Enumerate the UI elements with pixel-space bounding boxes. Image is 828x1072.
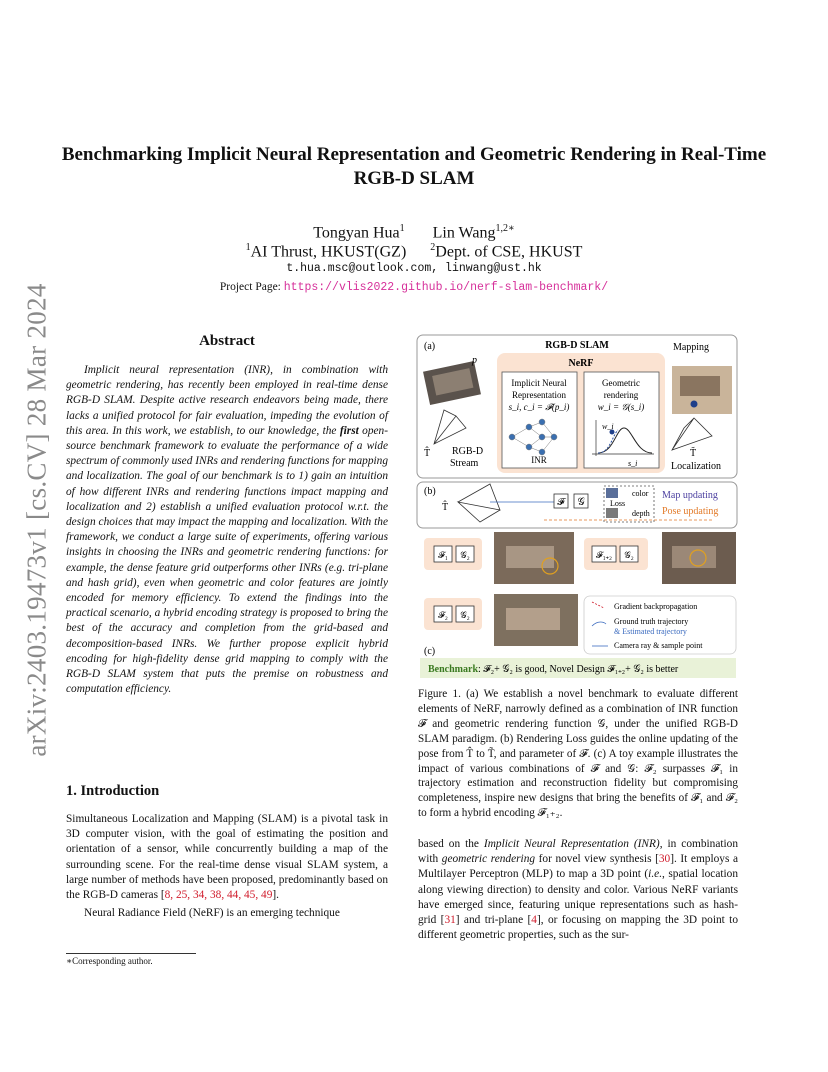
- project-label: Project Page:: [219, 281, 281, 293]
- svg-text:𝓕₂: 𝓕₂: [438, 610, 448, 620]
- svg-text:depth: depth: [632, 509, 650, 518]
- svg-text:& Estimated trajectory: & Estimated trajectory: [614, 627, 687, 636]
- nerf-label: NeRF: [568, 358, 594, 369]
- svg-text:Ground truth trajectory: Ground truth trajectory: [614, 617, 689, 626]
- project-url-link[interactable]: https://vlis2022.github.io/nerf-slam-benchmark/: [283, 281, 609, 294]
- right-column-text: based on the Implicit Neural Representation (INR), in combination with geometric rendering for novel view synthesis [30]. It employs a Multilayer Perceptron (MLP) to map a 3D point (i.e., spatial location along viewing direction) to density and color. Various NeRF variants have emerged since, featuring unique representations such as hash-grid [31] and tri-plane [4], or focusing on mapping the 3D point to different geometric properties, such as the sur-: [418, 838, 738, 942]
- svg-text:Representation: Representation: [512, 390, 566, 400]
- svg-text:𝓕₁: 𝓕₁: [438, 550, 448, 560]
- svg-text:INR: INR: [531, 455, 547, 465]
- rgbd-slam-label: RGB-D SLAM: [545, 340, 609, 351]
- svg-text:s_i, c_i = 𝓕(p_i): s_i, c_i = 𝓕(p_i): [508, 402, 570, 412]
- section-heading-introduction: 1. Introduction: [66, 783, 160, 799]
- svg-text:s_i: s_i: [628, 459, 638, 468]
- svg-text:𝓕: 𝓕: [557, 497, 565, 508]
- svg-text:rendering: rendering: [603, 390, 639, 400]
- figure-1: [414, 332, 742, 682]
- point-pi-label: p: [472, 355, 477, 366]
- panel-a-label: (a): [424, 341, 436, 352]
- svg-text:Geometric: Geometric: [602, 378, 640, 388]
- svg-text:color: color: [632, 489, 649, 498]
- map-updating-label: Map updating: [662, 490, 718, 501]
- svg-text:RGB-D: RGB-D: [452, 446, 484, 457]
- affiliation-1: AI Thrust, HKUST(GZ): [250, 243, 407, 261]
- citation-link[interactable]: 8, 25, 34, 38, 44, 45, 49: [164, 889, 273, 902]
- svg-text:T̃: T̃: [689, 448, 697, 459]
- abstract-heading: Abstract: [199, 333, 255, 349]
- affiliation-2: Dept. of CSE, HKUST: [435, 243, 583, 261]
- footnote-rule: [66, 953, 196, 954]
- svg-text:Stream: Stream: [450, 458, 479, 469]
- author-2: Lin Wang: [432, 224, 496, 242]
- project-page: [60, 281, 768, 294]
- svg-text:w_i: w_i: [602, 422, 614, 431]
- footnote: ∗Corresponding author.: [66, 956, 153, 966]
- citation-link[interactable]: 4: [531, 914, 537, 927]
- svg-text:T̂: T̂: [442, 502, 449, 513]
- svg-text:T̂: T̂: [424, 448, 431, 459]
- introduction-body: [66, 812, 388, 924]
- svg-text:𝓕₁₊₂: 𝓕₁₊₂: [596, 550, 612, 560]
- svg-text:Loss: Loss: [610, 499, 626, 508]
- mapping-label: Mapping: [672, 342, 710, 353]
- intro-paragraph-2: Neural Radiance Field (NeRF) is an emerging technique: [84, 907, 340, 920]
- paper-title: Benchmarking Implicit Neural Representation and Geometric Rendering in Real-Time RGB-D SLAM: [61, 144, 767, 189]
- panel-b-label: (b): [424, 486, 436, 497]
- svg-text:Camera ray & sample point: Camera ray & sample point: [614, 641, 703, 650]
- svg-text:𝒢: 𝒢: [577, 497, 585, 508]
- svg-text:𝒢₂: 𝒢₂: [460, 610, 470, 620]
- svg-text:𝒢₂: 𝒢₂: [460, 550, 470, 560]
- author-1: Tongyan Hua: [313, 224, 400, 242]
- svg-text:Benchmark: 𝓕₂+ 𝒢₂ is good, N: Benchmark: 𝓕₂+ 𝒢₂ is good, Novel Design 𝓕₁₊₂+ 𝒢₂ is better: [428, 664, 679, 675]
- figure-1-caption: Figure 1. (a) We establish a novel benchmark to evaluate different elements of NeRF, narrowly defined as a combination of INR function 𝓕 and geometric rendering function 𝒢, under the unified RGB-D SLAM paradigm. (b) Rendering Loss guides the online updating of the pose from T̂ to T̃, and parameter of 𝓕. (c) A toy example illustrates the impact of various combinations of 𝓕 and 𝒢: 𝓕₂ surpasses 𝓕₁ in trajectory estimation and reconstruction fidelity but compromising completeness, inspire new designs that bring the benefits of 𝓕₁ and 𝓕₂ to form a hybrid encoding 𝓕₁₊₂.: [418, 688, 738, 820]
- arxiv-identifier: [8, 280, 66, 760]
- intro-paragraph-1: Simultaneous Localization and Mapping (SLAM) is a pivotal task in 3D computer vision, with the goal of estimating the position and orientation of a sensor, while concurrently building a map of the surrounding scene. For the real-time dense visual SLAM system, a large number of methods have been proposed, predominantly based on the RGB-D cameras [8, 25, 34, 38, 44, 45, 49].: [66, 813, 388, 902]
- abstract-body: Implicit neural representation (INR), in combination with geometric rendering, has recently been employed in real-time dense RGB-D SLAM. Despite active research endeavors being made, there lacks a unified protocol for fair evaluation, impeding the evolution of this area. In this work, we establish, to our knowledge, the first open-source benchmark framework to evaluate the performance of a wide spectrum of commonly used INRs and rendering functions for mapping and localization. The goal of our benchmark is to 1) gain an intuition of how different INRs and rendering functions impact mapping and localization and 2) establish a unified evaluation protocol w.r.t. the design choices that may impact the mapping and localization. With the framework, we conduct a large suite of experiments, offering various insights in choosing the INRs and geometric rendering functions: for example, the dense feature grid outperforms other INRs (e.g. tri-plane and hash grid), even when geometric and color features are jointly encoded for memory efficiency. To extend the findings into the practical scenario, a hybrid encoding strategy is proposed to bring the best of the accuracy and completion from the grid-based and decomposition-based INRs. We further propose explicit hybrid encoding for high-fidelity dense grid mapping to comply with the RGB-D SLAM system that puts the premise on robustness and computation efficiency.: [66, 364, 388, 696]
- citation-link[interactable]: 31: [444, 914, 456, 927]
- arxiv-id-text: arXiv:2403.19473v1 [cs.CV] 28 Mar 2024: [21, 283, 52, 757]
- citation-link[interactable]: 30: [658, 853, 671, 866]
- svg-text:w_i = 𝒢(s_i): w_i = 𝒢(s_i): [597, 402, 645, 412]
- pose-updating-label: Pose updating: [662, 506, 719, 517]
- author-line: Tongyan Hua$^1$ Lin Wang$^{1,2∗}$: [313, 223, 515, 242]
- panel-c-label: (c): [424, 646, 436, 657]
- svg-text:Implicit Neural: Implicit Neural: [511, 378, 567, 388]
- abstract-bold-word: first: [339, 424, 359, 437]
- author-emails: t.hua.msc@outlook.com, linwang@ust.hk: [286, 262, 542, 275]
- svg-text:Gradient backpropagation: Gradient backpropagation: [614, 602, 698, 611]
- svg-text:𝒢₂: 𝒢₂: [624, 550, 634, 560]
- localization-label: Localization: [671, 461, 721, 472]
- affiliation-line: $^1$AI Thrust, HKUST(GZ) $^2$Dept. of CSE, HKUST: [245, 242, 583, 261]
